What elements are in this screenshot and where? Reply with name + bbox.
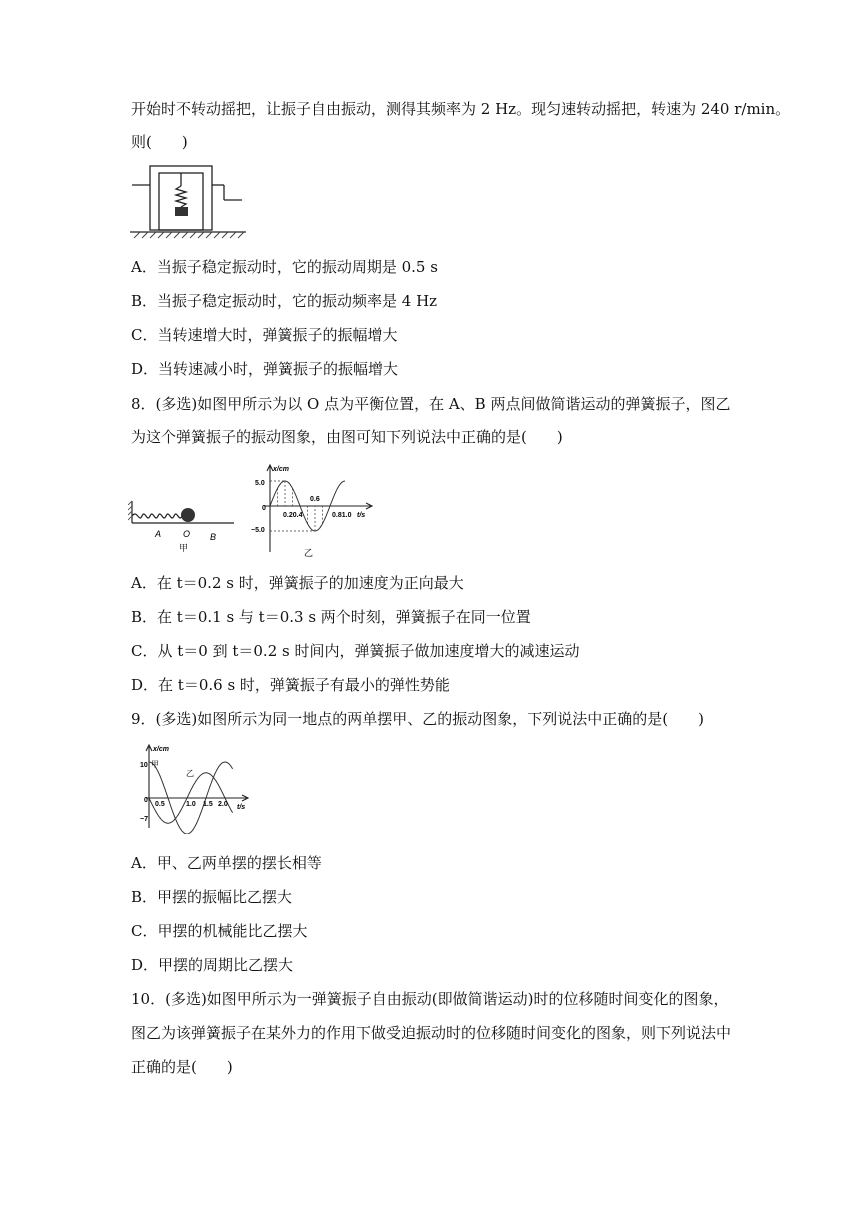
q10-stem-line1: 10．(多选)如图甲所示为一弹簧振子自由振动(即做简谐运动)时的位移随时间变化的图象， (131, 990, 729, 1008)
q8-stem-line2: 为这个弹簧振子的振动图象，由图可知下列说法中正确的是( ) (131, 428, 563, 446)
q9-option-c: C．甲摆的机械能比乙摆大 (131, 922, 308, 940)
x-tick-0.2-0.4: 0.20.4 (283, 512, 303, 519)
q8-stem-line1: 8．(多选)如图甲所示为以 O 点为平衡位置，在 A、B 两点间做简谐运动的弹簧振子，图乙 (131, 395, 731, 413)
q9-option-d: D．甲摆的周期比乙摆大 (131, 956, 294, 974)
q8-option-b: B．在 t＝0.1 s 与 t＝0.3 s 两个时刻，弹簧振子在同一位置 (131, 608, 531, 626)
label-a: A (155, 529, 162, 539)
q8-option-d: D．在 t＝0.6 s 时，弹簧振子有最小的弹性势能 (131, 676, 450, 694)
figure-caption-jia: 甲 (179, 543, 189, 553)
y-tick-top: 10 (140, 762, 148, 769)
x-tick-0.6: 0.6 (310, 496, 320, 503)
figure-caption-yi: 乙 (304, 548, 314, 558)
q7-option-a: A．当振子稳定振动时，它的振动周期是 0.5 s (131, 258, 438, 276)
q9-option-a: A．甲、乙两单摆的摆长相等 (131, 854, 322, 872)
crank-apparatus-figure (130, 160, 246, 242)
x-tick-0.5: 0.5 (155, 801, 165, 808)
x-tick-0.8-1.0: 0.81.0 (332, 512, 352, 519)
y-tick-bottom: −5.0 (251, 527, 265, 534)
q7-option-c: C．当转速增大时，弹簧振子的振幅增大 (131, 326, 398, 344)
series-label-jia: 甲 (151, 760, 159, 769)
q8-option-a: A．在 t＝0.2 s 时，弹簧振子的加速度为正向最大 (131, 574, 464, 592)
y-tick-bottom: −7 (140, 816, 148, 823)
q7-stem-line2: 则( ) (131, 133, 188, 151)
q7-option-d: D．当转速减小时，弹簧振子的振幅增大 (131, 360, 399, 378)
origin-label: 0 (262, 505, 266, 512)
label-o: O (183, 529, 191, 539)
x-tick-1.0: 1.0 (186, 801, 196, 808)
q7-option-b: B．当振子稳定振动时，它的振动频率是 4 Hz (131, 292, 438, 310)
label-b: B (210, 532, 217, 542)
origin-label: 0 (144, 797, 148, 804)
y-axis-label: x/cm (273, 466, 289, 473)
x-axis-label: t/s (237, 804, 246, 811)
q10-stem-line2: 图乙为该弹簧振子在某外力的作用下做受迫振动时的位移随时间变化的图象，则下列说法中 (131, 1024, 732, 1042)
spring-oscillator-figure (128, 495, 238, 555)
q8-option-c: C．从 t＝0 到 t＝0.2 s 时间内，弹簧振子做加速度增大的减速运动 (131, 642, 580, 660)
q7-stem-line1: 开始时不转动摇把，让振子自由振动，测得其频率为 2 Hz。现匀速转动摇把，转速为 240 r/min。 (131, 100, 791, 118)
vibration-graph-8 (246, 460, 376, 560)
q9-stem: 9．(多选)如图所示为同一地点的两单摆甲、乙的振动图象，下列说法中正确的是( ) (131, 710, 704, 728)
y-axis-label: x/cm (153, 746, 169, 753)
pendulum-graph-9 (136, 740, 254, 834)
y-tick-top: 5.0 (255, 480, 265, 487)
x-tick-2.0: 2.0 (218, 801, 228, 808)
x-axis-label: t/s (357, 512, 366, 519)
series-label-yi: 乙 (186, 769, 194, 778)
q9-option-b: B．甲摆的振幅比乙摆大 (131, 888, 293, 906)
x-tick-1.5: 1.5 (203, 801, 213, 808)
q10-stem-line3: 正确的是( ) (131, 1058, 233, 1076)
